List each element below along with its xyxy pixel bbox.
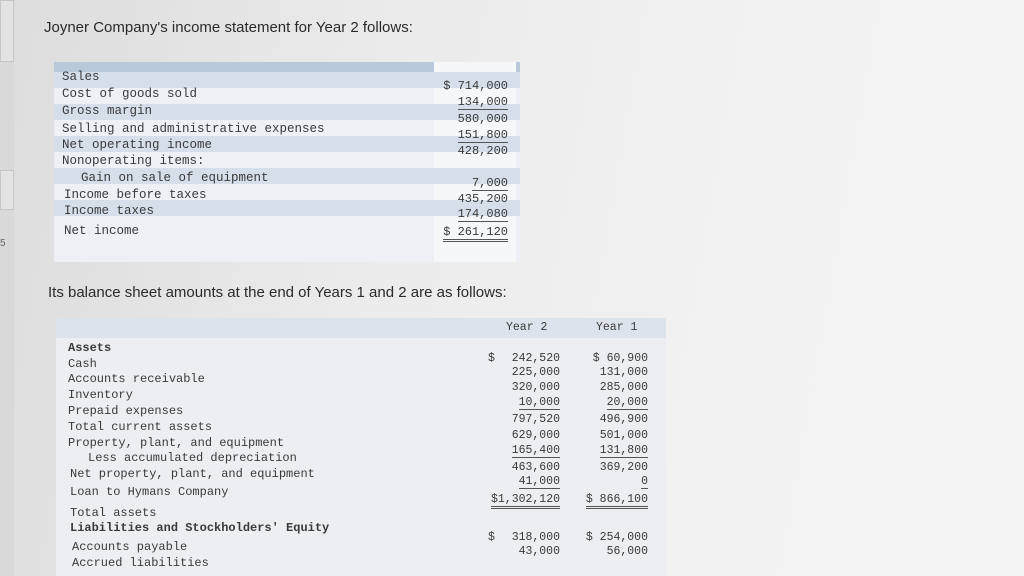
dollar-sign-accounts-payable: $ [488, 531, 495, 544]
value-gross-margin: 580,000 [457, 112, 508, 126]
row-label-net-operating-income: Net operating income [62, 138, 213, 152]
row-label-cash: Cash [68, 357, 97, 371]
left-edge-panel-middle [0, 170, 14, 210]
section-label-liabilities-equity: Liabilities and Stockholders' Equity [70, 521, 330, 535]
prepaid-expenses-year1: 20,000 [606, 396, 648, 409]
income-statement-heading: Joyner Company's income statement for Year 2 follows: [44, 19, 413, 36]
net-ppe-year2: 463,600 [511, 461, 560, 474]
row-label-accounts-receivable: Accounts receivable [68, 372, 205, 386]
row-label-net-ppe: Net property, plant, and equipment [70, 467, 315, 481]
accrued-liabilities-year2: 43,000 [518, 545, 560, 558]
inventory-year2: 320,000 [511, 381, 560, 394]
total-assets-year1: $ 866,100 [586, 493, 648, 509]
inventory-year1: 285,000 [599, 381, 648, 394]
value-cogs: 134,000 [457, 95, 508, 109]
income-statement-table [54, 62, 520, 262]
prepaid-expenses-year2: 10,000 [518, 396, 560, 409]
loan-to-hymans-year2: 41,000 [518, 475, 560, 488]
row-label-selling-admin: Selling and administrative expenses [62, 122, 325, 136]
section-label-assets: Assets [68, 341, 112, 355]
cash-year1: $ 60,900 [592, 352, 648, 365]
total-current-assets-year1: 496,900 [599, 413, 648, 426]
total-current-assets-year2: 797,520 [511, 413, 560, 426]
accounts-payable-year2: 318,000 [511, 531, 560, 544]
row-label-inventory: Inventory [68, 388, 133, 402]
column-header-year2: Year 2 [506, 321, 548, 334]
column-header-year1: Year 1 [596, 321, 638, 334]
edge-mark: 5 [0, 238, 6, 249]
row-label-ppe: Property, plant, and equipment [68, 436, 285, 450]
accounts-payable-year1: $ 254,000 [585, 531, 648, 544]
left-edge-panel-top [0, 0, 14, 62]
row-label-accumulated-depreciation: Less accumulated depreciation [88, 451, 297, 465]
ppe-year2: 629,000 [511, 429, 560, 442]
row-label-prepaid-expenses: Prepaid expenses [68, 404, 184, 418]
ppe-year1: 501,000 [599, 429, 648, 442]
value-selling-admin: 151,800 [457, 128, 508, 142]
row-label-accounts-payable: Accounts payable [72, 540, 188, 554]
net-ppe-year1: 369,200 [599, 461, 648, 474]
balance-sheet-heading: Its balance sheet amounts at the end of Years 1 and 2 are as follows: [48, 284, 507, 301]
value-income-before-taxes: 435,200 [457, 192, 508, 206]
left-edge-strip [0, 0, 14, 576]
row-label-gross-margin: Gross margin [62, 104, 153, 118]
row-label-nonoperating-items: Nonoperating items: [62, 154, 205, 168]
accumulated-depreciation-year2: 165,400 [511, 444, 560, 457]
value-net-operating-income: 428,200 [457, 144, 508, 158]
row-label-income-before-taxes: Income before taxes [64, 188, 207, 202]
row-label-net-income: Net income [64, 224, 140, 238]
loan-to-hymans-year1: 0 [641, 475, 648, 488]
row-label-cogs: Cost of goods sold [62, 87, 198, 101]
value-income-taxes: 174,080 [457, 207, 508, 221]
value-net-income: $ 261,120 [443, 225, 508, 242]
accounts-receivable-year1: 131,000 [599, 366, 648, 379]
accumulated-depreciation-year1: 131,800 [599, 444, 648, 457]
row-label-accrued-liabilities: Accrued liabilities [72, 556, 209, 570]
dollar-sign-cash: $ [488, 352, 495, 365]
value-sales: $ 714,000 [443, 79, 508, 93]
cash-year2: 242,520 [511, 352, 560, 365]
accounts-receivable-year2: 225,000 [511, 366, 560, 379]
row-label-sales: Sales [62, 70, 100, 84]
row-label-loan-to-hymans: Loan to Hymans Company [70, 485, 229, 499]
value-gain-on-sale: 7,000 [471, 176, 508, 190]
total-assets-year2: $1,302,120 [491, 493, 560, 509]
row-label-gain-on-sale: Gain on sale of equipment [81, 171, 269, 185]
balance-sheet-table [56, 318, 666, 576]
row-label-income-taxes: Income taxes [64, 204, 155, 218]
balance-sheet-header-bar [56, 318, 666, 338]
row-label-total-current-assets: Total current assets [68, 420, 213, 434]
accrued-liabilities-year1: 56,000 [606, 545, 648, 558]
row-label-total-assets: Total assets [70, 506, 157, 520]
